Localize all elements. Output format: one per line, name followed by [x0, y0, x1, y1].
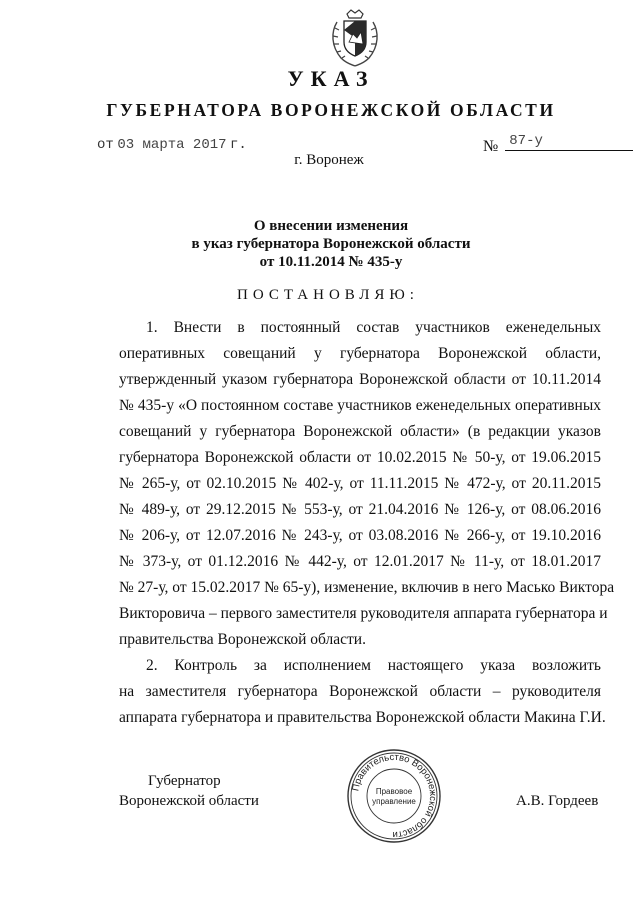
paragraph-2-line: 2. Контроль за исполнением настоящего указа возложить [146, 657, 601, 674]
heading-line-3: от 10.11.2014 № 435-у [259, 254, 403, 270]
heading-line-2: в указ губернатора Воронежской области [191, 236, 471, 252]
paragraph-1-line: губернатора Воронежской области от 10.02.2015 № 50-у, от 19.06.2015 [119, 449, 601, 466]
paragraph-1-line: № 489-у, от 29.12.2015 № 553-у, от 21.04.2016 № 126-у, от 08.06.2016 [119, 501, 601, 518]
paragraph-1-line: Викторовича – первого заместителя руководителя аппарата губернатора и [119, 605, 608, 622]
paragraph-1-line: № 206-у, от 12.07.2016 № 243-у, от 03.08.2016 № 266-у, от 19.10.2016 [119, 527, 601, 544]
legal-department-stamp-icon [346, 748, 442, 844]
stamp-center-line-2: управление [372, 797, 416, 806]
date-value: 03 марта 2017 [117, 137, 227, 153]
document-number-value: 87-у [509, 133, 543, 149]
number-sign: № [483, 138, 499, 155]
paragraph-2-line: на заместителя губернатора Воронежской области – руководителя [119, 683, 601, 700]
heading-line-1: О внесении изменения [253, 218, 409, 234]
city: г. Воронеж [294, 152, 364, 168]
paragraph-1-line: № 265-у, от 02.10.2015 № 402-у, от 11.11.2015 № 472-у, от 20.11.2015 [119, 475, 601, 492]
number-underline [505, 133, 633, 151]
paragraph-1-line: утвержденный указом губернатора Воронежской области от 10.11.2014 [119, 371, 601, 388]
paragraph-1-line: оперативных совещаний у губернатора Воронежской области, [119, 345, 601, 362]
signatory-position-line-1: Губернатор [148, 773, 221, 789]
signatory-position-line-2: Воронежской области [119, 793, 259, 809]
date-suffix: г. [230, 137, 247, 153]
decree-word: ПОСТАНОВЛЯЮ: [237, 287, 419, 303]
paragraph-2-line: аппарата губернатора и правительства Воронежской области Макина Г.И. [119, 709, 606, 726]
coat-of-arms-emblem-icon [327, 8, 383, 68]
paragraph-1-line: № 435-у «О постоянном составе участников еженедельных оперативных [119, 397, 601, 414]
date-line [97, 137, 247, 153]
signatory-name: А.В. Гордеев [516, 793, 599, 809]
paragraph-1-line: № 373-у, от 01.12.2016 № 442-у, от 12.01.2017 № 11-у, от 18.01.2017 [119, 553, 601, 570]
paragraph-1-line: 1. Внести в постоянный состав участников еженедельных [146, 319, 601, 336]
paragraph-1-line: правительства Воронежской области. [119, 631, 366, 648]
paragraph-1-line: № 27-у, от 15.02.2017 № 65-у), изменение, включив в него Масько Виктора [119, 579, 615, 596]
document-subtitle: ГУБЕРНАТОРА ВОРОНЕЖСКОЙ ОБЛАСТИ [106, 100, 556, 120]
stamp-ring-text: Правительство Воронежской области [350, 751, 439, 841]
stamp-center-line-1: Правовое [375, 787, 413, 796]
document-title: УКАЗ [287, 66, 375, 91]
date-prefix: от [97, 137, 114, 153]
paragraph-1-line: совещаний у губернатора Воронежской области» (в редакции указов [119, 423, 601, 440]
